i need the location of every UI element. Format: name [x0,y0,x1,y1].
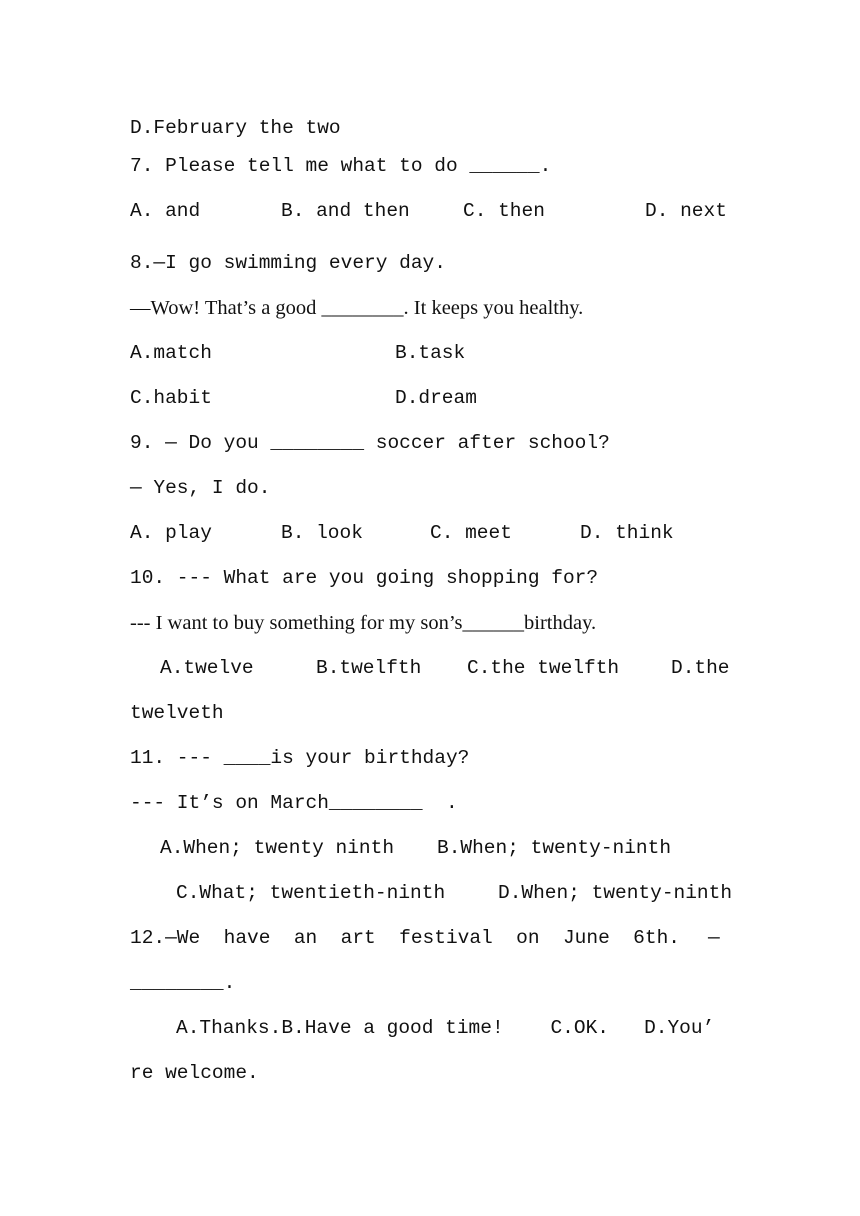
question-12-response-blank: ________. [130,972,236,994]
question-10-option-d: D.the [671,657,730,679]
question-11-response: --- It’s on March________ . [130,792,458,814]
question-8-option-a: A.match [130,342,212,364]
question-8-response: —Wow! That’s a good ________. It keeps you healthy. [130,297,584,319]
question-9-option-b: B. look [281,522,363,544]
question-7-option-d: D. next [645,200,727,222]
question-9-response: — Yes, I do. [130,477,271,499]
question-11-option-b: B.When; twenty-ninth [437,837,672,859]
question-8-option-c: C.habit [130,387,212,409]
question-8-option-d: D.dream [395,387,477,409]
question-10-stem: 10. --- What are you going shopping for? [130,567,599,589]
question-9-option-d: D. think [580,522,674,544]
question-12-response-dash: — [708,927,720,949]
question-10-option-d-continued: twelveth [130,702,224,724]
question-9-stem: 9. — Do you ________ soccer after school? [130,432,610,454]
question-11-option-d: D.When; twenty-ninth [498,882,733,904]
question-8-stem: 8.—I go swimming every day. [130,252,446,274]
question-10-option-a: A.twelve [160,657,254,679]
question-10-response: --- I want to buy something for my son’s______birthday. [130,612,597,634]
question-12-options: A.Thanks.B.Have a good time! C.OK. D.You’ [176,1017,715,1039]
question-10-option-b: B.twelfth [316,657,422,679]
question-7-option-a: A. and [130,200,201,222]
question-10-option-c: C.the twelfth [467,657,620,679]
question-11-stem: 11. --- ____is your birthday? [130,747,470,769]
question-7-option-b: B. and then [281,200,410,222]
question-8-option-b: B.task [395,342,466,364]
question-11-option-c: C.What; twentieth-ninth [176,882,446,904]
question-6-option-d: D.February the two [130,117,341,139]
question-9-option-a: A. play [130,522,212,544]
question-12-options-continued: re welcome. [130,1062,259,1084]
question-7-stem: 7. Please tell me what to do ______. [130,155,552,177]
question-7-option-c: C. then [463,200,545,222]
question-9-option-c: C. meet [430,522,512,544]
question-11-option-a: A.When; twenty ninth [160,837,395,859]
question-12-stem: 12.—We have an art festival on June 6th. [130,927,680,949]
